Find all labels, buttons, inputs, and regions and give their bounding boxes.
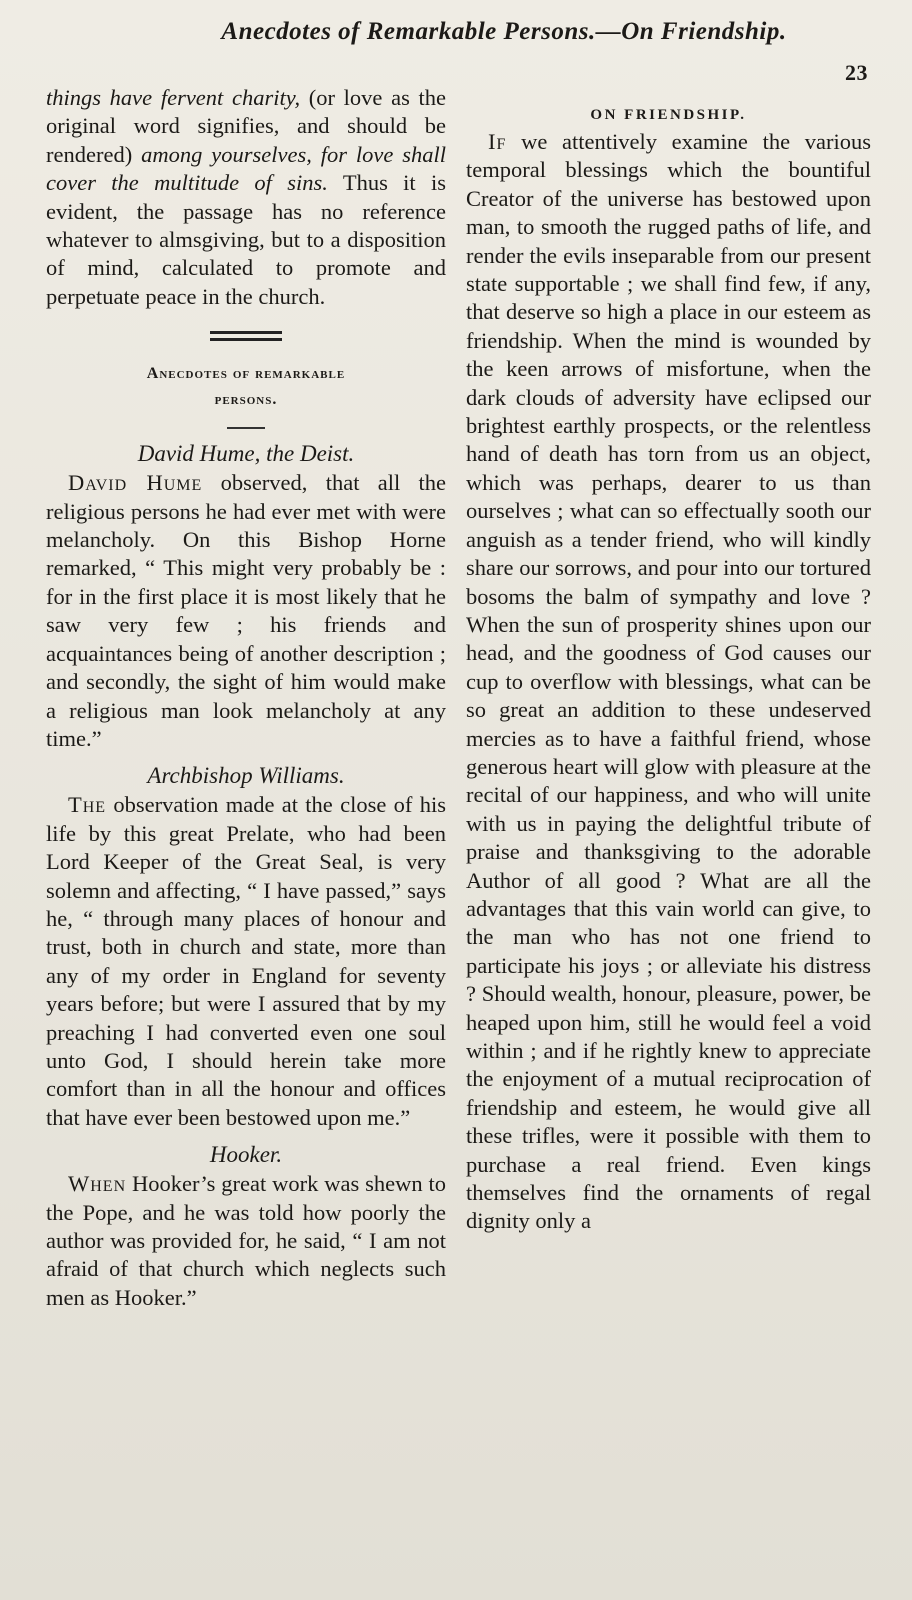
friendship-text: we attentively examine the various temporal blessings which the bountiful Creator of the universe has bestowed upon man, to smooth the rugged paths of life, and render the evils inseparable from our present state supportable ; we shall find few, if any, that deserve so high a place in our esteem as friendship. When the mind is wounded by the keen arrows of misfortune, when the dark clouds of adversity have eclipsed our brightest earthly prospects, or the relentless hand of death has torn from us an object, which was perhaps, dearer to us than ourselves ; what can so effectually sooth our anguish as a tender friend, who will kindly share our sorrows, and pour into our tortured bosoms the balm of sympathy and love ? When the sun of prosperity shines upon our head, and the goodness of God causes our cup to overflow with blessings, what can be so great an addition to these undeserved mercies as to have a faithful friend, whose generous heart will glow with pleasure at the recital of our happiness, and who will unite with us in paying the delightful tribute of praise and thanksgiving to the adorable Author of all good ? What are all the advantages that this vain world can give, to the man who has not one friend to participate his joys ; or alleviate his distress ? Should wealth, honour, pleasure, power, be heaped upon him, still he would feel a void within ; and if he rightly knew to appreciate the enjoyment of a mutual reciprocation of friendship and esteem, he would give all these trifles, were it possible with them to purchase a real friend. Even kings themselves find the ornaments of regal dignity only a [466,129,871,1234]
intro-text-1: (or love as the original word signifies, and should be rendered) [46,85,446,167]
friendship-lead: If [488,129,507,154]
hooker-heading: Hooker. [209,1142,283,1168]
intro-paragraph [46,84,446,311]
short-rule [227,427,265,429]
williams-paragraph [46,791,446,1132]
running-head-title: Anecdotes of Remarkable Persons.—On Friendship. [221,18,787,45]
hooker-paragraph [46,1170,446,1312]
section-divider [210,331,282,341]
hume-text: observed, that all the religious persons he had ever met with were melancholy. On this Bishop Horne remarked, “ This might very probably be : for in the first place it is most likely that he saw very few ; his friends and acquaintances being of another description ; and secondly, the sight of him would make a religious man look melancholy at any time.” [46,470,446,751]
williams-lead: The [68,792,107,818]
section-title [46,361,446,413]
text-columns [46,84,872,1312]
page-number: 23 [845,60,868,85]
williams-heading: Archbishop Williams. [147,763,345,789]
hooker-lead: When [68,1171,127,1197]
friendship-paragraph [466,128,871,1236]
hume-paragraph [46,469,446,753]
hume-lead: David Hume [68,470,203,496]
intro-italic-2: among yourselves, for love shall cover the multitude of sins. [46,141,446,196]
intro-italic-1: things have fervent charity, [46,85,301,110]
running-head [46,18,872,85]
hume-heading: David Hume, the Deist. [137,441,355,467]
section-title-line-1: Anecdotes of remarkable [146,365,346,383]
section-title-line-2: persons. [214,391,278,409]
friendship-heading: ON FRIENDSHIP. [590,107,747,123]
williams-text: observation made at the close of his life by this great Prelate, who had been Lord Keeper of the Great Seal, is very solemn and affecting, “ I have passed,” says he, “ through many places of honour and trust, both in church and state, more than any of my order in England for seventy years before; but were I assured that by my preaching I had converted even one soul unto God, I should herein take more comfort than in all the honour and offices that have ever been bestowed upon me.” [46,792,446,1130]
intro-text-2: Thus it is evident, the passage has no reference whatever to almsgiving, but to a disposition of mind, calculated to promote and perpetuate peace in the church. [46,170,446,309]
hooker-text: Hooker’s great work was shewn to the Pope, and he was told how poorly the author was provided for, he said, “ I am not afraid of that church which neglects such men as Hooker.” [46,1171,446,1310]
right-column [466,84,871,1312]
left-column [46,84,446,1312]
